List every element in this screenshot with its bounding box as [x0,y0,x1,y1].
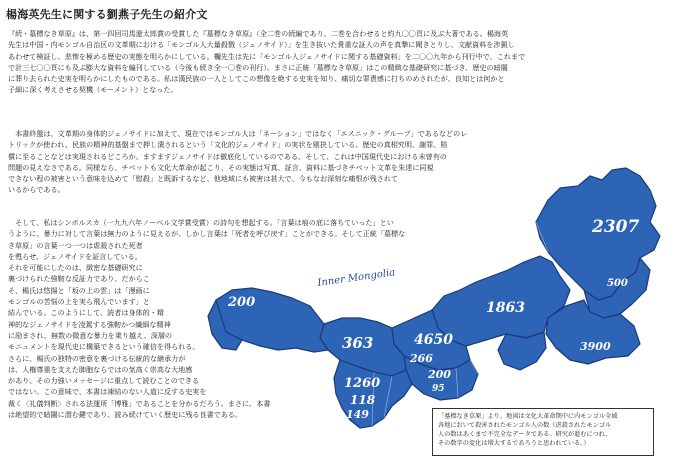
paragraph-line: ではない。この意味で、本書は凍結のない人道に反する史実を [8,387,207,397]
caption-line: 「墓標なき草原」より。地図は文化大革命期中に内モンゴル全域 [438,413,618,420]
map-number: 1863 [486,300,525,316]
paragraph-line: 問題の見えなさである。同様なら、チベットも文化大革命が起こり、その実態は写真、証言、資料に基づきチベット文革を朱達に同視 [8,162,434,172]
map-number: 149 [346,408,369,421]
paragraph-3 [8,217,405,420]
paragraph-line: 裁く〈礼儀判断〉される法運所「博雅」であることを分かるだろう。まさに、本書 [8,398,271,408]
map-number: 500 [607,278,628,289]
map-number: 363 [342,334,374,352]
paragraph-line: そして、私はシンボルスカ（一九九六年ノーベル文学賞受賞）の詩句を想起する。「言葉は痕の底に落ちていった」とい [8,218,394,227]
paragraph-line: 子細に深く考えさせる契機（モーメント）となった。 [8,85,178,95]
map-region-east-strip [498,332,546,370]
paragraph-line: 先生は中国・内モンゴル自治区の文革期における「モンゴル人大量殺戮（ジェノサイド）」を生き抜いた貴重な証人の声を真摯に聞きとりし、文献資料を渉猟し [8,40,515,50]
caption-line: 各地において殺害されたモンゴル人の数（虐殺されたモンゴル [438,422,612,429]
paragraph-line: モニュメントを現代史に構築できるという確信を得られる。 [8,342,200,352]
paragraph-line: があり、その力強いメッセージに重点して読むことのできる [8,376,200,386]
paragraph-line: あわせて検証し、悲惨を極める歴史の実態を明らかにしている。欄先生は先に「モンゴル人ジェノサイドに関する基礎資料」を二〇〇九年から刊行中で、これまで [8,51,526,61]
map-number: 200 [428,368,451,381]
caption-line: その数字の変化は増大するであろうと思われている。） [438,440,590,447]
map-number: 95 [432,384,445,394]
paragraph-line: は、人権尊重を支えた肺胞ならではの気高く崇高な大地感 [8,364,193,374]
map-number: 118 [350,393,376,407]
paragraph-line: で計三七〇〇頁にも及ぶ膨大な資料を編刊している（今後も続き全一〇巻の刊行）。まさに正統「墓標なき草原」はこの精緻な基礎研究に基づき、歴史の暗闇 [8,62,508,72]
paragraph-line: モンゴルの苦悩の上を実ら飛んでいます」と [8,297,150,307]
paragraph-line: に葬り去られた史実を明らかにしたものである。私は漢民族の一人としてこの想像を絶する史実を知り、痛切な罪責感に打ちのめされたが、良知とは何かと [8,74,505,84]
paragraph-line: に励まされ、無数の微意な暴力を乗り越え、深層の [8,330,173,340]
paragraph-line: いるからである。 [8,185,65,195]
map-caption-box [432,408,654,456]
paragraph-line: を甦らせ、ジェノサイドを証言している。 [8,251,142,261]
paragraph-line: 裏づけられた強靭な反証力であり、だからこ [8,274,150,284]
map-number: 4650 [414,332,453,348]
paragraph-line: それを可能にしたのは、緻密な基礎研究に [8,263,143,273]
paragraph-line: き草原」の言葉一つ一つは虐殺された死者 [8,240,143,250]
map-number: 2307 [592,217,640,237]
map-number: 200 [228,295,256,310]
paragraph-line: 結んでいる。このようにして、読者は身体的・精 [8,308,164,318]
map-number: 266 [410,352,433,365]
paragraph-line: 『続・墓標なき草原』は、第一四回司馬遼太郎賞の受賞した『墓標なき草原』（全二巻の続編であり、二巻を合わせると約九〇〇頁に及ぶ大著である。楊海英 [8,29,509,38]
paragraph-line: さらに、楊氏の独特の密意を裏づける伝統的な継承力が [8,353,186,363]
caption-line: 人の数はあくまで不完全なデータである。研究が進むにつれ、 [438,431,612,438]
paragraph-line: は絶望的で暗闇に潜む鍵であり、読み続けていく歴史に残る良書である。 [8,410,243,420]
region-label: Inner Mongolia [316,267,396,289]
paragraph-line: 本書終盤は、文革期の身体的ジェノサイドに加えて、現在ではモンゴル人は「ネーション」ではなく「エスニック・グループ」であるなどのレ [8,129,468,138]
paragraph-line: うように、暴力に対して言葉は無力のように見えるが、しかし言葉は「死者を呼び戻す」ことができる。そして正統「墓標な [8,229,406,239]
paragraph-line: できない程の被害という意味を込めて「慰殺」と既訴するなど、他地域にも被害は甚大で、今もなお深刻な痛恨が残されて [8,174,399,184]
paragraph-line: 神的なジェノサイドを凌駕する強靭かつ繊細な精神 [8,319,171,329]
paragraph-line: トリックが使われ、民族の精神的基盤まで押し潰されるという「文化的ジェノサイド」の実状を剔抉している。歴史の真相究明、謝罪、賠 [8,140,448,150]
paragraph-line: そ、楊氏は悠揚と「坂の上の雲」は「漫画に [8,285,150,295]
paragraph-line: 償に至ることなどは実現されるどころか、ますますジェノサイドは徹底化しているのである。そして、これは中国現代史における未曾有の [8,151,447,161]
map-number: 3900 [580,340,611,353]
page-title: 楊海英先生に関する劉燕子先生の紹介文 [6,8,208,21]
map-number: 1260 [344,376,381,391]
